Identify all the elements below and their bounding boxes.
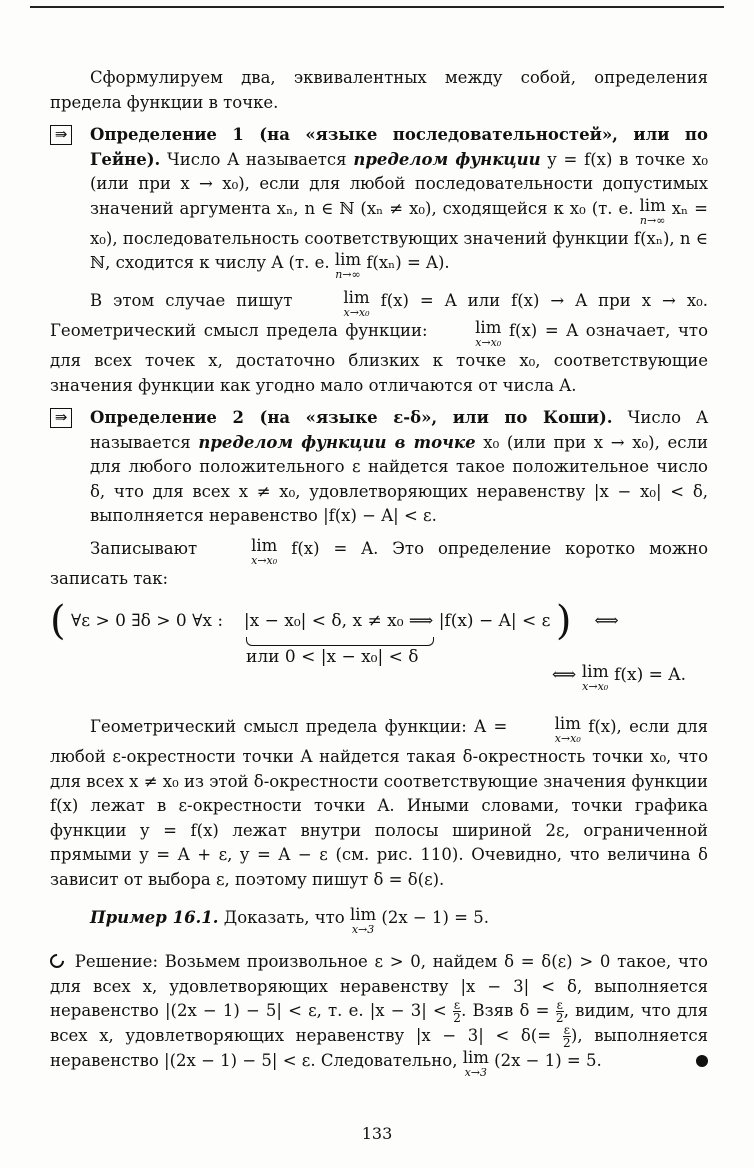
- example-16-1: Пример 16.1. Доказать, что lim x→3 (2x − 1) = 5.: [90, 905, 489, 936]
- top-rule: [30, 6, 724, 8]
- limit-expression: lim x→x₀: [581, 662, 609, 693]
- definition-1-heading: Определение 1 (на «языке последовательностей», или по Гейне).: [90, 125, 708, 169]
- limit-expression: lim x→3: [462, 1048, 489, 1079]
- solution: Решение: Возьмем произвольное ε > 0, найдем δ = δ(ε) > 0 такое, что для всех x, удовлетворяющих неравенству |x − 3| < δ, выполняется неравенство |(2x − 1) − 5| < ε, т. е. |x − 3| < $\frac{\varepsilon}{2}$ . Взяв δ = $\frac{\varepsilon}{2}$ , видим, что для всех x, удовлетворяющих неравенству |x − 3| < δ(= $\frac{\varepsilon}{2}$ ), выполняется неравенство |(2x − 1) − 5| < ε. Следовательно, lim x→3 (2x − 1) = 5.: [50, 950, 708, 1079]
- paragraph-2: В этом случае пишут lim x→x₀ f(x) = A или f(x) → A при x → x₀. Геометрический смысл предела функции: lim x→x₀ f(x) = A означает, что для всех точек x, достаточно близких к точке x₀, соответствующие значения функции как угодно мало отличаются от числа A.: [50, 288, 709, 395]
- formula-line-1: ( ∀ε > 0 ∃δ > 0 ∀x : |x − x₀| < δ, x ≠ x₀ ⟹ |f(x) − A| < ε ) ⟺: [50, 598, 619, 644]
- intro-paragraph: Сформулируем два, эквивалентных между собой, определения предела функции в точке.: [50, 68, 708, 112]
- definition-2-term: пределом функции в точке: [198, 432, 476, 452]
- example-label: Пример 16.1.: [90, 908, 219, 927]
- page-number: 133: [361, 1124, 393, 1143]
- half-circle-icon: [47, 951, 67, 971]
- definition-1: ⇛ Определение 1 (на «языке последовательностей», или по Гейне). Число A называется пределом функции y = f(x) в точке x₀ (или при x → x₀), если для любой последовательности допустимых значений аргумента xₙ, n ∈ ℕ (xₙ ≠ x₀), сходящейся к x₀ (т. е. lim n→∞ xₙ = x₀), последовательность соответствующих значений функции f(xₙ), n ∈ ℕ, сходится к числу A (т. е. lim n→∞ f(xₙ) = A).: [50, 123, 708, 281]
- formula-line-2: ⟺ lim x→x₀ f(x) = A.: [551, 662, 686, 693]
- limit-expression: lim n→∞: [639, 195, 666, 227]
- definition-2-heading: Определение 2 (на «языке ε-δ», или по Коши).: [90, 408, 613, 427]
- paragraph-3: Записывают lim x→x₀ f(x) = A. Это определение коротко можно записать так:: [50, 535, 709, 588]
- limit-expression: lim x→x₀: [554, 714, 581, 745]
- limit-expression: lim x→x₀: [251, 535, 278, 567]
- fraction: $\frac{\varepsilon}{2}$: [562, 1023, 571, 1050]
- limit-expression: lim n→∞: [334, 250, 362, 281]
- limit-expression: lim x→x₀: [343, 288, 370, 319]
- limit-expression: lim x→x₀: [475, 318, 502, 349]
- fraction: $\frac{\varepsilon}{2}$: [555, 998, 564, 1025]
- paragraph-4: Геометрический смысл предела функции: A = lim x→x₀ f(x), если для любой ε-окрестности точки A найдется такая δ-окрестность точки x₀, что для всех x ≠ x₀ из этой δ-окрестности соответствующие значения функции f(x) лежат в ε-окрестности точки A. Иными словами, точки графика функции y = f(x) лежат внутри полосы шириной 2ε, ограниченной прямыми y = A + ε, y = A − ε (см. рис. 110). Очевидно, что величина δ зависит от выбора ε, поэтому пишут δ = δ(ε).: [50, 714, 709, 889]
- epsilon-delta-formula: [50, 598, 708, 709]
- arrow-box-icon: ⇛: [50, 408, 72, 428]
- fraction: $\frac{\varepsilon}{2}$: [453, 998, 461, 1025]
- arrow-box-icon: ⇛: [50, 125, 72, 145]
- limit-expression: lim x→3: [349, 905, 377, 936]
- page-body: [50, 66, 708, 1079]
- definition-1-term: пределом функции: [353, 149, 541, 169]
- definition-2: ⇛ Определение 2 (на «языке ε-δ», или по Коши). Число A называется пределом функции в точке x₀ (или при x → x₀), если для любого положительного ε найдется такое положительное число δ, что для всех x ≠ x₀, удовлетворяющих неравенству |x − x₀| < δ, выполняется неравенство |f(x) − A| < ε.: [50, 406, 708, 529]
- underbrace-label: или 0 < |x − x₀| < δ: [246, 647, 419, 667]
- filled-circle-icon: [696, 1055, 708, 1067]
